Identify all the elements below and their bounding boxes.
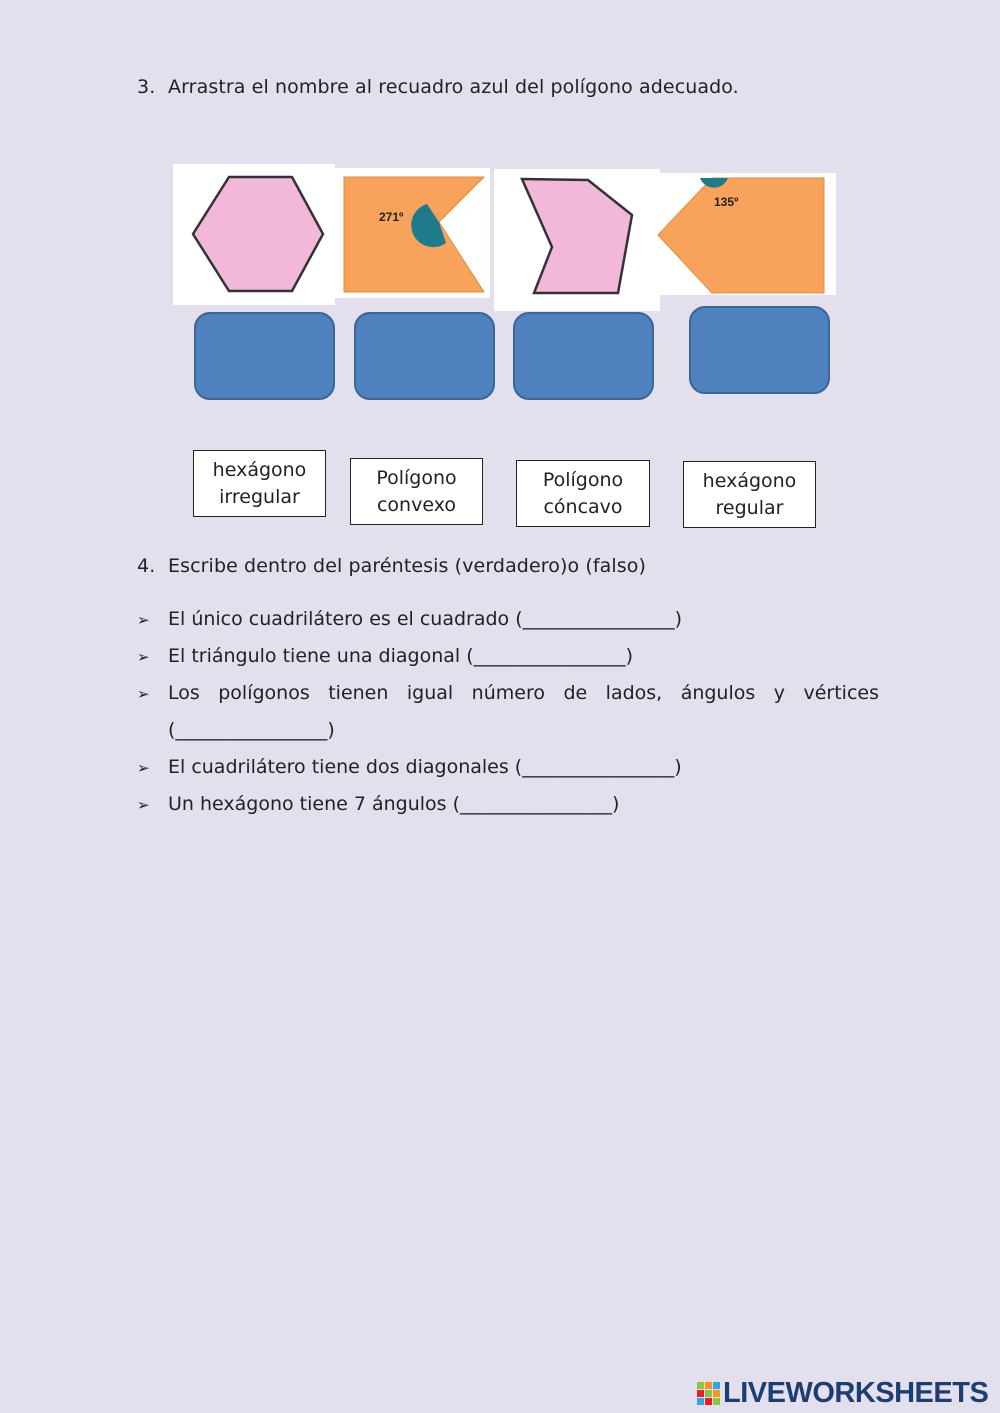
draggable-label-hexagono-regular[interactable] [683, 461, 816, 528]
statement-item-3-continuation [168, 719, 335, 741]
statement-item-3-text [168, 682, 879, 704]
statement-text: El cuadrilátero tiene dos diagonales (________________) [168, 756, 682, 778]
arrowhead-bullet-icon: ➢ [137, 685, 150, 703]
word: ángulos [680, 682, 756, 704]
drop-zone-1[interactable] [194, 312, 335, 400]
liveworksheets-logo-icon [697, 1382, 721, 1406]
word: número [471, 682, 545, 704]
statement-item-5 [137, 793, 619, 815]
orange-polygon-135-image [658, 173, 836, 295]
label-text: Polígono convexo [376, 466, 457, 516]
word: de [563, 682, 588, 704]
angle-label-135: 135º [714, 195, 739, 209]
question-text: Arrastra el nombre al recuadro azul del polígono adecuado. [168, 76, 739, 98]
statement-item-4 [137, 756, 682, 778]
regular-hexagon-image [173, 164, 335, 305]
label-text: hexágono irregular [212, 458, 307, 508]
arrowhead-bullet-icon: ➢ [137, 759, 150, 777]
angle-label-271: 271º [379, 210, 404, 224]
word: tienen [328, 682, 389, 704]
drop-zone-3[interactable] [513, 312, 654, 400]
concave-pink-polygon-image [494, 169, 660, 311]
statement-item-3 [137, 682, 168, 704]
question-number: 3. [137, 76, 156, 98]
liveworksheets-logo [697, 1377, 988, 1410]
draggable-label-hexagono-irregular[interactable] [193, 450, 326, 517]
word: polígonos [218, 682, 310, 704]
statement-text: El único cuadrilátero es el cuadrado (________________) [168, 608, 683, 630]
question-text: Escribe dentro del paréntesis (verdadero)o (falso) [168, 555, 647, 577]
question-3-title [137, 76, 739, 98]
orange-polygon-271-image [335, 168, 490, 298]
label-text: hexágono regular [702, 469, 797, 519]
word: igual [406, 682, 454, 704]
arrowhead-bullet-icon: ➢ [137, 648, 150, 666]
statement-text: Un hexágono tiene 7 ángulos (________________) [168, 793, 620, 815]
arrowhead-bullet-icon: ➢ [137, 611, 150, 629]
statement-text: (________________) [168, 719, 335, 741]
label-text: Polígono cóncavo [542, 468, 624, 518]
drop-zone-4[interactable] [689, 306, 830, 394]
arrowhead-bullet-icon: ➢ [137, 796, 150, 814]
word: lados, [605, 682, 663, 704]
drop-zone-2[interactable] [354, 312, 495, 400]
word: Los [168, 682, 200, 704]
word: y [773, 682, 785, 704]
draggable-label-poligono-concavo[interactable] [516, 460, 650, 527]
statement-item-1 [137, 608, 682, 630]
statement-text: El triángulo tiene una diagonal (________________) [168, 645, 634, 667]
question-number: 4. [137, 555, 156, 577]
draggable-label-poligono-convexo[interactable] [350, 458, 483, 525]
statement-item-2 [137, 645, 633, 667]
word: vértices [803, 682, 879, 704]
question-4-title [137, 555, 646, 577]
brand-name: LIVEWORKSHEETS [723, 1377, 989, 1409]
